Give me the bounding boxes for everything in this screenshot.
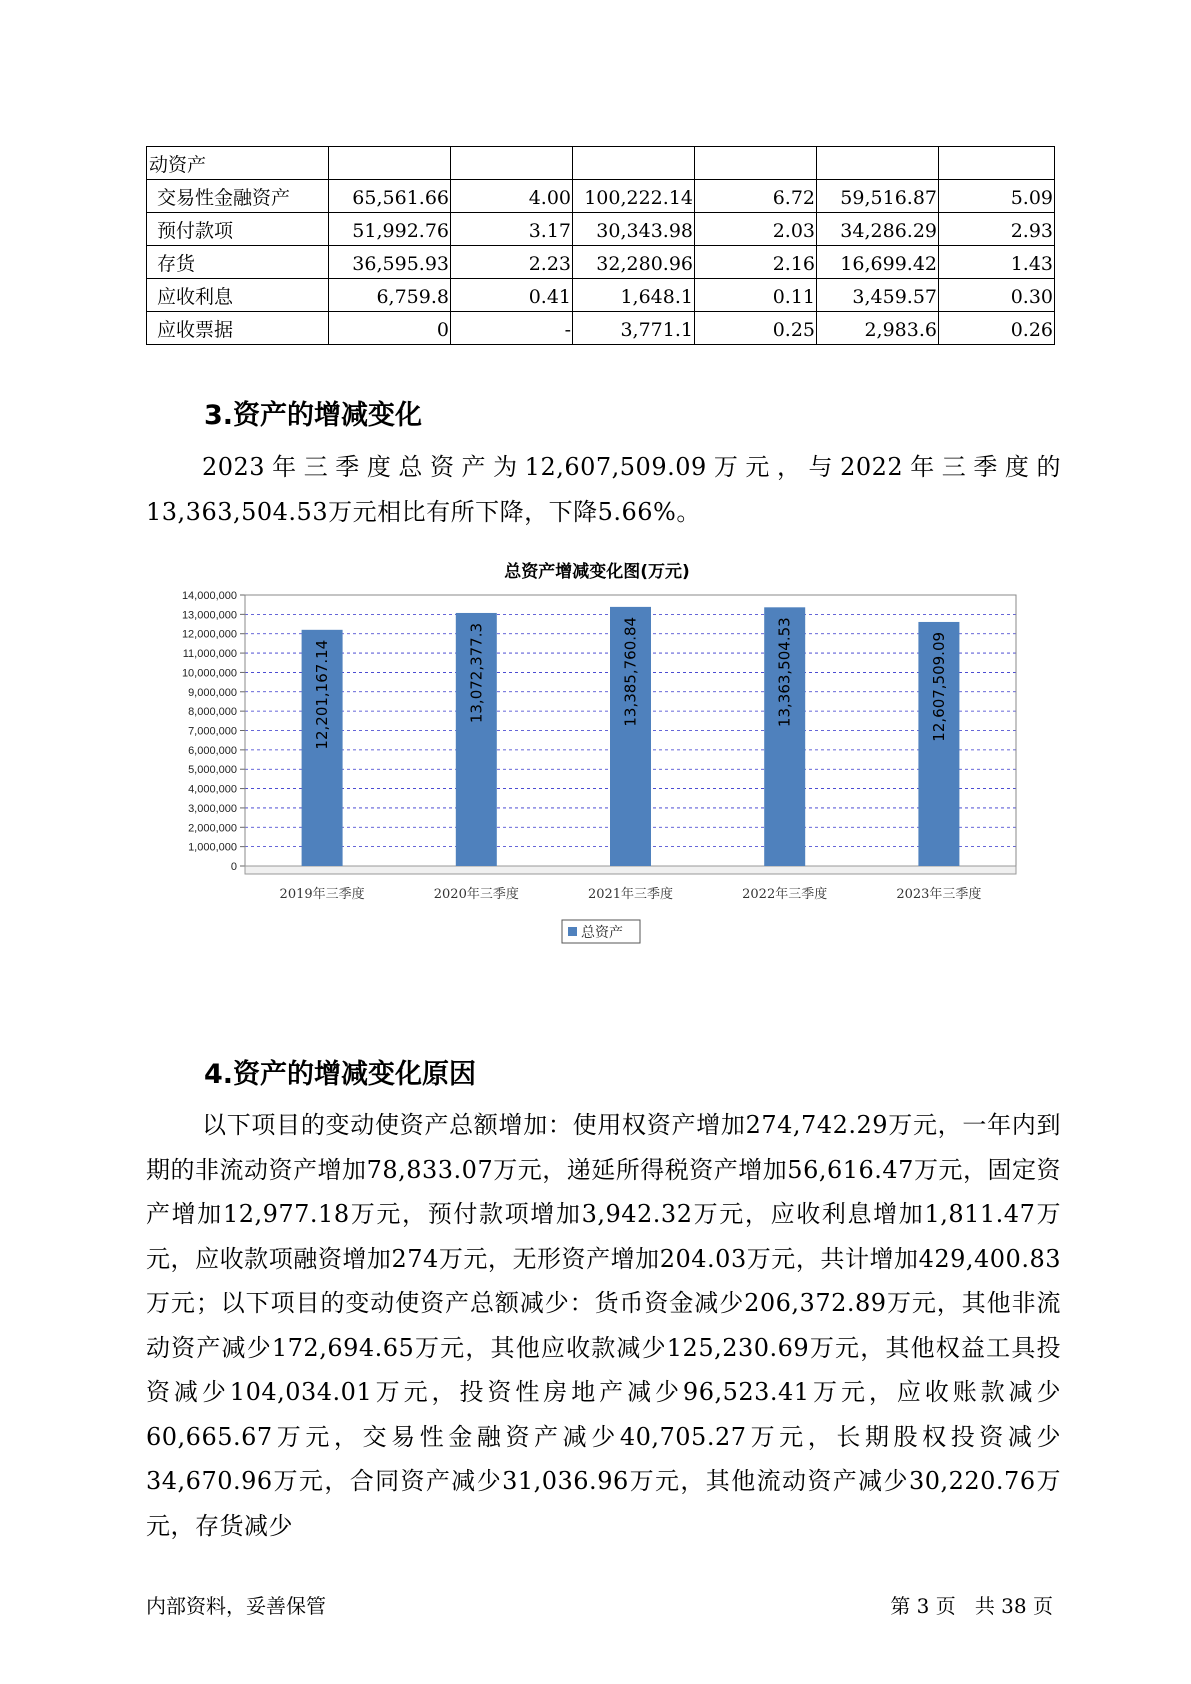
bar-value-label: 12,201,167.14	[313, 639, 332, 750]
table-cell: 32,280.96	[573, 246, 695, 279]
table-cell: 0.25	[695, 312, 817, 345]
section-3-heading: 3.资产的增减变化	[204, 400, 423, 431]
table-cell	[695, 147, 817, 180]
table-cell: 59,516.87	[817, 180, 939, 213]
legend-label: 总资产	[581, 925, 623, 941]
row-label: 交易性金融资产	[147, 180, 329, 213]
table-cell: 2.23	[451, 246, 573, 279]
table-cell: 0.30	[939, 279, 1055, 312]
bar-value-label: 12,607,509.09	[929, 631, 948, 742]
table-cell: 3,459.57	[817, 279, 939, 312]
table-cell: 65,561.66	[329, 180, 451, 213]
table-cell: 1,648.1	[573, 279, 695, 312]
y-tick-label: 0	[230, 861, 237, 873]
table-cell: 6,759.8	[329, 279, 451, 312]
bar-value-label: 13,363,504.53	[775, 617, 794, 728]
table-cell: 30,343.98	[573, 213, 695, 246]
table-cell: 0.11	[695, 279, 817, 312]
table-cell	[573, 147, 695, 180]
table-cell: 0.41	[451, 279, 573, 312]
table-cell: 16,699.42	[817, 246, 939, 279]
table-cell: 2.93	[939, 213, 1055, 246]
chart-title: 总资产增减变化图(万元)	[504, 562, 690, 582]
table-cell	[329, 147, 451, 180]
y-tick-label: 5,000,000	[188, 764, 237, 777]
table-cell: 2.16	[695, 246, 817, 279]
y-tick-label: 10,000,000	[181, 667, 237, 680]
table-cell: 34,286.29	[817, 213, 939, 246]
y-tick-label: 12,000,000	[181, 628, 237, 641]
row-label: 预付款项	[147, 213, 329, 246]
section-3-paragraph: 2023年三季度总资产为12,607,509.09万元，与2022年三季度的13,363,504.53万元相比有所下降，下降5.66%。	[146, 453, 1061, 526]
x-axis-band	[245, 866, 1016, 874]
y-tick-label: 13,000,000	[181, 609, 237, 622]
table-cell: 100,222.14	[573, 180, 695, 213]
footer-confidential: 内部资料，妥善保管	[146, 1594, 326, 1618]
table-row	[147, 213, 1055, 246]
row-label: 应收利息	[147, 279, 329, 312]
table-row	[147, 246, 1055, 279]
asset-table	[146, 146, 1055, 345]
x-tick-label: 2022年三季度	[742, 887, 828, 902]
y-tick-label: 3,000,000	[188, 802, 237, 815]
table-row	[147, 279, 1055, 312]
table-cell: 3,771.1	[573, 312, 695, 345]
x-tick-label: 2021年三季度	[587, 887, 674, 902]
y-tick-label: 14,000,000	[181, 590, 237, 602]
x-tick-label: 2020年三季度	[433, 887, 519, 902]
table-row	[147, 312, 1055, 345]
table-cell: 5.09	[939, 180, 1055, 213]
y-tick-label: 11,000,000	[182, 648, 237, 661]
y-tick-label: 1,000,000	[188, 841, 237, 854]
table-cell: 2,983.6	[817, 312, 939, 345]
table-row	[147, 147, 1055, 180]
y-tick-label: 9,000,000	[188, 686, 237, 699]
total-assets-chart	[160, 555, 1030, 1015]
legend-swatch	[568, 927, 577, 936]
section-4-heading: 4.资产的增减变化原因	[204, 1059, 477, 1090]
y-tick-label: 8,000,000	[188, 706, 237, 719]
bar-value-label: 13,385,760.84	[621, 616, 640, 727]
section-4-paragraph: 以下项目的变动使资产总额增加：使用权资产增加274,742.29万元，一年内到期的非流动资产增加78,833.07万元，递延所得税资产增加56,616.47万元，固定资产增加12,977.18万元，预付款项增加3,942.32万元，应收利息增加1,811.47万元，应收款项融资增加274万元，无形资产增加204.03万元，共计增加429,400.83万元；以下项目的变动使资产总额减少：货币资金减少206,372.89万元，其他非流动资产减少172,694.65万元，其他应收款减少125,230.69万元，其他权益工具投资减少104,034.01万元，投资性房地产减少96,523.41万元，应收账款减少60,665.67万元，交易性金融资产减少40,705.27万元，长期股权投资减少34,670.96万元，合同资产减少31,036.96万元，其他流动资产减少30,220.76万元，存货减少	[146, 1111, 1061, 1540]
y-tick-label: 7,000,000	[188, 725, 237, 738]
table-cell: 3.17	[451, 213, 573, 246]
table-cell: 1.43	[939, 246, 1055, 279]
table-cell: 4.00	[451, 180, 573, 213]
row-label: 存货	[147, 246, 329, 279]
y-tick-label: 6,000,000	[188, 744, 237, 757]
table-row	[147, 180, 1055, 213]
table-cell: 2.03	[695, 213, 817, 246]
row-label: 动资产	[147, 147, 329, 180]
table-cell: -	[451, 312, 573, 345]
table-cell	[939, 147, 1055, 180]
x-tick-label: 2023年三季度	[896, 887, 982, 902]
table-cell: 36,595.93	[329, 246, 451, 279]
y-tick-label: 2,000,000	[188, 822, 237, 835]
y-tick-label: 4,000,000	[188, 783, 237, 796]
table-cell	[451, 147, 573, 180]
row-label: 应收票据	[147, 312, 329, 345]
chart-legend	[562, 920, 640, 943]
table-cell: 51,992.76	[329, 213, 451, 246]
footer-page-number: 第 3 页 共 38 页	[890, 1594, 1053, 1618]
x-tick-label: 2019年三季度	[279, 887, 365, 902]
table-cell: 6.72	[695, 180, 817, 213]
table-cell	[817, 147, 939, 180]
bar-value-label: 13,072,377.3	[467, 622, 486, 724]
table-cell: 0.26	[939, 312, 1055, 345]
table-cell: 0	[329, 312, 451, 345]
